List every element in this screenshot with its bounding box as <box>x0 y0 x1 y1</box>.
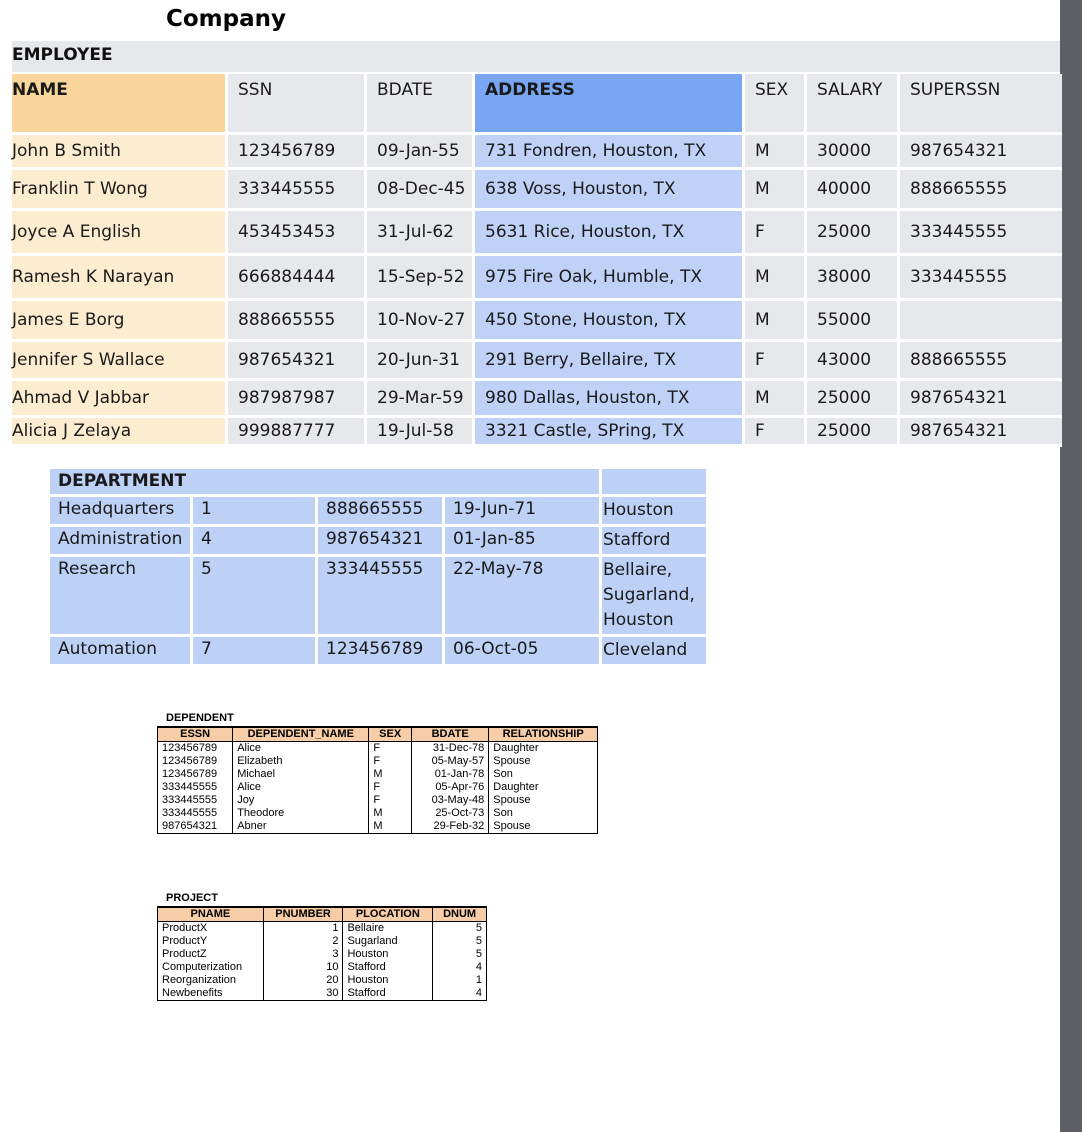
employee-cell-bdate: 19-Jul-58 <box>367 418 475 447</box>
dependent-cell-relationship: Spouse <box>489 820 598 834</box>
project-cell-pnumber: 10 <box>263 961 343 974</box>
dependent-cell-dependent-name: Abner <box>233 820 369 834</box>
department-cell-dname: Headquarters <box>50 497 193 527</box>
employee-cell-superssn: 333445555 <box>900 211 1062 256</box>
employee-cell-sex: M <box>745 170 807 211</box>
dependent-cell-bdate: 01-Jan-78 <box>412 768 489 781</box>
dependent-cell-sex: F <box>369 755 412 768</box>
department-title-row <box>50 469 706 497</box>
project-cell-pname: Computerization <box>158 961 264 974</box>
employee-col-name: NAME <box>12 74 228 135</box>
employee-cell-name: Joyce A English <box>12 211 228 256</box>
project-cell-dnum: 5 <box>433 948 487 961</box>
project-cell-pnumber: 2 <box>263 935 343 948</box>
department-row <box>50 527 706 557</box>
employee-table <box>12 74 1062 447</box>
department-cell-dlocation: Stafford <box>602 527 706 557</box>
project-col-pname: PNAME <box>158 907 264 922</box>
employee-col-salary: SALARY <box>807 74 900 135</box>
employee-cell-sex: M <box>745 381 807 418</box>
employee-cell-bdate: 15-Sep-52 <box>367 256 475 301</box>
dependent-cell-bdate: 29-Feb-32 <box>412 820 489 834</box>
dependent-cell-bdate: 05-Apr-76 <box>412 781 489 794</box>
dependent-col-bdate: BDATE <box>412 727 489 742</box>
employee-cell-ssn: 987654321 <box>228 342 367 381</box>
dependent-col-sex: SEX <box>369 727 412 742</box>
employee-cell-superssn: 888665555 <box>900 170 1062 211</box>
dependent-col-relationship: RELATIONSHIP <box>489 727 598 742</box>
employee-cell-address: 638 Voss, Houston, TX <box>475 170 745 211</box>
dependent-row <box>158 781 598 794</box>
department-cell-mgrstartdate: 01-Jan-85 <box>445 527 602 557</box>
department-cell-mgrssn: 888665555 <box>318 497 445 527</box>
employee-cell-superssn: 888665555 <box>900 342 1062 381</box>
employee-cell-superssn <box>900 301 1062 342</box>
employee-col-bdate: BDATE <box>367 74 475 135</box>
dependent-cell-dependent-name: Michael <box>233 768 369 781</box>
employee-cell-ssn: 666884444 <box>228 256 367 301</box>
project-cell-plocation: Houston <box>343 948 433 961</box>
project-cell-dnum: 4 <box>433 961 487 974</box>
employee-col-address: ADDRESS <box>475 74 745 135</box>
employee-cell-name: Jennifer S Wallace <box>12 342 228 381</box>
employee-cell-salary: 30000 <box>807 135 900 170</box>
employee-row <box>12 211 1062 256</box>
project-col-dnum: DNUM <box>433 907 487 922</box>
employee-cell-sex: F <box>745 342 807 381</box>
project-cell-pname: Newbenefits <box>158 987 264 1001</box>
dependent-cell-bdate: 25-Oct-73 <box>412 807 489 820</box>
project-cell-pname: ProductZ <box>158 948 264 961</box>
department-cell-mgrstartdate: 06-Oct-05 <box>445 637 602 667</box>
project-row <box>158 974 487 987</box>
employee-cell-bdate: 08-Dec-45 <box>367 170 475 211</box>
employee-cell-name: Ramesh K Narayan <box>12 256 228 301</box>
dependent-cell-essn: 333445555 <box>158 781 233 794</box>
department-cell-mgrstartdate: 19-Jun-71 <box>445 497 602 527</box>
project-cell-pnumber: 3 <box>263 948 343 961</box>
dependent-row <box>158 742 598 756</box>
employee-cell-sex: F <box>745 211 807 256</box>
project-row <box>158 935 487 948</box>
dependent-row <box>158 794 598 807</box>
employee-cell-ssn: 888665555 <box>228 301 367 342</box>
employee-cell-bdate: 10-Nov-27 <box>367 301 475 342</box>
employee-cell-salary: 40000 <box>807 170 900 211</box>
employee-cell-salary: 25000 <box>807 418 900 447</box>
employee-cell-address: 3321 Castle, SPring, TX <box>475 418 745 447</box>
employee-cell-sex: M <box>745 135 807 170</box>
dependent-cell-sex: M <box>369 820 412 834</box>
employee-cell-bdate: 29-Mar-59 <box>367 381 475 418</box>
employee-cell-name: John B Smith <box>12 135 228 170</box>
department-cell-mgrssn: 987654321 <box>318 527 445 557</box>
employee-cell-ssn: 333445555 <box>228 170 367 211</box>
employee-cell-salary: 38000 <box>807 256 900 301</box>
project-cell-pnumber: 1 <box>263 922 343 936</box>
employee-cell-ssn: 453453453 <box>228 211 367 256</box>
department-cell-dname: Research <box>50 557 193 637</box>
project-cell-dnum: 5 <box>433 935 487 948</box>
department-cell-dlocation: Bellaire, Sugarland, Houston <box>602 557 706 637</box>
department-cell-mgrssn: 123456789 <box>318 637 445 667</box>
dependent-cell-bdate: 03-May-48 <box>412 794 489 807</box>
department-cell-dlocation: Cleveland <box>602 637 706 667</box>
employee-cell-salary: 25000 <box>807 381 900 418</box>
dependent-row <box>158 807 598 820</box>
employee-cell-address: 291 Berry, Bellaire, TX <box>475 342 745 381</box>
department-cell-dnumber: 1 <box>193 497 318 527</box>
page-margin-left <box>0 0 12 1132</box>
dependent-cell-essn: 333445555 <box>158 794 233 807</box>
dependent-cell-dependent-name: Theodore <box>233 807 369 820</box>
dependent-cell-bdate: 31-Dec-78 <box>412 742 489 756</box>
employee-cell-sex: F <box>745 418 807 447</box>
dependent-row <box>158 820 598 834</box>
dependent-cell-essn: 123456789 <box>158 742 233 756</box>
employee-row <box>12 256 1062 301</box>
dependent-header-row <box>158 727 598 742</box>
dependent-cell-dependent-name: Alice <box>233 742 369 756</box>
project-col-plocation: PLOCATION <box>343 907 433 922</box>
dependent-col-essn: ESSN <box>158 727 233 742</box>
dependent-cell-relationship: Daughter <box>489 781 598 794</box>
employee-table-title-bar <box>12 41 1060 72</box>
employee-cell-salary: 55000 <box>807 301 900 342</box>
department-table-title: DEPARTMENT <box>50 469 602 497</box>
employee-row <box>12 381 1062 418</box>
dependent-cell-essn: 123456789 <box>158 768 233 781</box>
dependent-cell-bdate: 05-May-57 <box>412 755 489 768</box>
employee-header-row <box>12 74 1062 135</box>
department-cell-mgrssn: 333445555 <box>318 557 445 637</box>
project-cell-plocation: Stafford <box>343 961 433 974</box>
employee-cell-address: 5631 Rice, Houston, TX <box>475 211 745 256</box>
employee-cell-superssn: 987654321 <box>900 381 1062 418</box>
employee-cell-address: 980 Dallas, Houston, TX <box>475 381 745 418</box>
dependent-cell-relationship: Son <box>489 768 598 781</box>
employee-cell-ssn: 123456789 <box>228 135 367 170</box>
department-title-filler <box>602 469 706 497</box>
project-row <box>158 922 487 936</box>
dependent-row <box>158 768 598 781</box>
employee-cell-salary: 43000 <box>807 342 900 381</box>
department-cell-mgrstartdate: 22-May-78 <box>445 557 602 637</box>
project-cell-pname: ProductX <box>158 922 264 936</box>
department-table <box>50 469 706 667</box>
dependent-row <box>158 755 598 768</box>
employee-cell-address: 731 Fondren, Houston, TX <box>475 135 745 170</box>
dependent-table-title: DEPENDENT <box>166 712 234 724</box>
dependent-cell-sex: F <box>369 742 412 756</box>
project-cell-pnumber: 20 <box>263 974 343 987</box>
employee-cell-sex: M <box>745 256 807 301</box>
employee-cell-bdate: 20-Jun-31 <box>367 342 475 381</box>
employee-cell-address: 975 Fire Oak, Humble, TX <box>475 256 745 301</box>
department-cell-dname: Automation <box>50 637 193 667</box>
employee-cell-address: 450 Stone, Houston, TX <box>475 301 745 342</box>
dependent-cell-relationship: Son <box>489 807 598 820</box>
employee-cell-ssn: 987987987 <box>228 381 367 418</box>
employee-cell-name: Alicia J Zelaya <box>12 418 228 447</box>
project-table-title: PROJECT <box>166 892 218 904</box>
dependent-cell-essn: 987654321 <box>158 820 233 834</box>
project-cell-plocation: Stafford <box>343 987 433 1001</box>
employee-cell-name: James E Borg <box>12 301 228 342</box>
employee-cell-bdate: 31-Jul-62 <box>367 211 475 256</box>
dependent-cell-sex: M <box>369 807 412 820</box>
employee-cell-name: Ahmad V Jabbar <box>12 381 228 418</box>
dependent-col-dependent-name: DEPENDENT_NAME <box>233 727 369 742</box>
employee-col-ssn: SSN <box>228 74 367 135</box>
project-row <box>158 987 487 1001</box>
dependent-cell-essn: 123456789 <box>158 755 233 768</box>
project-cell-pname: ProductY <box>158 935 264 948</box>
project-header-row <box>158 907 487 922</box>
employee-row <box>12 342 1062 381</box>
project-row <box>158 961 487 974</box>
project-cell-plocation: Sugarland <box>343 935 433 948</box>
dependent-cell-relationship: Daughter <box>489 742 598 756</box>
project-cell-dnum: 4 <box>433 987 487 1001</box>
employee-col-superssn: SUPERSSN <box>900 74 1062 135</box>
dependent-cell-dependent-name: Elizabeth <box>233 755 369 768</box>
employee-cell-superssn: 987654321 <box>900 135 1062 170</box>
employee-cell-sex: M <box>745 301 807 342</box>
dependent-cell-relationship: Spouse <box>489 755 598 768</box>
project-cell-plocation: Houston <box>343 974 433 987</box>
dependent-cell-sex: M <box>369 768 412 781</box>
department-cell-dlocation: Houston <box>602 497 706 527</box>
project-cell-plocation: Bellaire <box>343 922 433 936</box>
employee-row <box>12 135 1062 170</box>
project-table <box>157 906 487 1001</box>
department-row <box>50 637 706 667</box>
project-cell-dnum: 1 <box>433 974 487 987</box>
department-cell-dnumber: 4 <box>193 527 318 557</box>
employee-col-sex: SEX <box>745 74 807 135</box>
dependent-cell-sex: F <box>369 781 412 794</box>
dependent-cell-relationship: Spouse <box>489 794 598 807</box>
dependent-cell-essn: 333445555 <box>158 807 233 820</box>
department-row <box>50 497 706 527</box>
employee-cell-salary: 25000 <box>807 211 900 256</box>
department-cell-dnumber: 5 <box>193 557 318 637</box>
project-cell-dnum: 5 <box>433 922 487 936</box>
project-cell-pnumber: 30 <box>263 987 343 1001</box>
dependent-cell-sex: F <box>369 794 412 807</box>
project-cell-pname: Reorganization <box>158 974 264 987</box>
project-col-pnumber: PNUMBER <box>263 907 343 922</box>
employee-cell-bdate: 09-Jan-55 <box>367 135 475 170</box>
employee-cell-superssn: 987654321 <box>900 418 1062 447</box>
dependent-cell-dependent-name: Joy <box>233 794 369 807</box>
employee-table-title: EMPLOYEE <box>12 45 113 65</box>
department-row <box>50 557 706 637</box>
department-cell-dnumber: 7 <box>193 637 318 667</box>
employee-row <box>12 301 1062 342</box>
employee-row <box>12 170 1062 211</box>
scrollbar-track[interactable] <box>1060 0 1082 1132</box>
dependent-table <box>157 726 598 834</box>
dependent-cell-dependent-name: Alice <box>233 781 369 794</box>
document-title: Company <box>166 6 286 32</box>
employee-cell-ssn: 999887777 <box>228 418 367 447</box>
employee-cell-name: Franklin T Wong <box>12 170 228 211</box>
project-row <box>158 948 487 961</box>
employee-row <box>12 418 1062 447</box>
employee-cell-superssn: 333445555 <box>900 256 1062 301</box>
department-cell-dname: Administration <box>50 527 193 557</box>
